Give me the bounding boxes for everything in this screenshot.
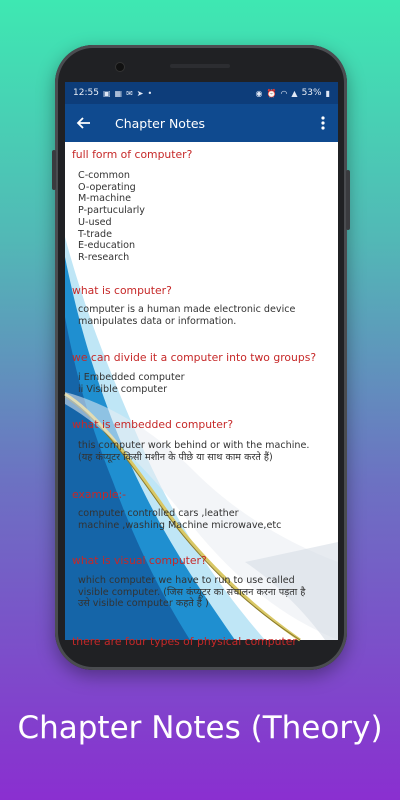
question-heading: full form of computer? bbox=[72, 148, 193, 161]
answer-line: C-common bbox=[78, 170, 130, 181]
answer-line: उसे visible computer कहते हैं ) bbox=[78, 598, 209, 610]
overflow-menu-button[interactable] bbox=[316, 112, 330, 134]
back-arrow-icon bbox=[77, 116, 91, 130]
answer-line: O-operating bbox=[78, 181, 136, 193]
more-vert-icon bbox=[321, 116, 325, 130]
question-heading: what is computer? bbox=[72, 284, 172, 297]
answer-line: this computer work behind or with the machine. bbox=[78, 440, 310, 451]
app-bar bbox=[65, 104, 338, 142]
answer-line: P-partucularly bbox=[78, 205, 145, 217]
answer-line: U-used bbox=[78, 216, 112, 228]
wifi-icon: ◠ bbox=[280, 88, 288, 98]
status-time: 12:55 bbox=[73, 88, 99, 98]
answer-line: computer controlled cars ,leather bbox=[78, 508, 239, 519]
photo-icon: ▦ bbox=[114, 88, 123, 98]
notes-content[interactable] bbox=[65, 142, 338, 648]
question-heading: what is embedded computer? bbox=[72, 418, 234, 431]
answer-line: visible computer. (जिस कंप्यूटर का संचालन करना पड़ता है bbox=[78, 586, 306, 598]
battery-level: 53% bbox=[301, 88, 322, 98]
answer-line: computer is a human made electronic device bbox=[78, 304, 296, 315]
answer-line: T-trade bbox=[78, 228, 113, 240]
signal-icon: ▲ bbox=[291, 88, 298, 98]
mail-icon: ✉ bbox=[126, 88, 133, 98]
question-heading: example:- bbox=[72, 488, 127, 501]
answer-line: machine ,washing Machine microwave,etc bbox=[78, 519, 282, 531]
answer-line: i Embedded computer bbox=[78, 372, 185, 383]
phone-speaker bbox=[170, 64, 230, 68]
front-camera bbox=[115, 62, 125, 72]
page-title: Chapter Notes bbox=[115, 115, 206, 131]
back-button[interactable] bbox=[73, 112, 95, 134]
answer-line: ii Visible computer bbox=[78, 383, 168, 395]
hotspot-icon: ◉ bbox=[255, 88, 263, 98]
phone-volume-button bbox=[52, 150, 56, 190]
phone-power-button bbox=[346, 170, 350, 230]
dot-icon: • bbox=[147, 88, 153, 98]
battery-icon: ▮ bbox=[325, 88, 330, 98]
answer-line: manipulates data or information. bbox=[78, 315, 237, 327]
question-heading: what is visual computer? bbox=[72, 554, 207, 567]
answer-line: R-research bbox=[78, 251, 130, 263]
answer-line: M-machine bbox=[78, 193, 131, 205]
navigation-icon: ➤ bbox=[136, 88, 144, 98]
phone-screen bbox=[65, 82, 338, 648]
status-bar bbox=[65, 82, 338, 104]
question-heading: we can divide it a computer into two groups? bbox=[72, 351, 317, 364]
question-heading: there are four types of physical computer bbox=[72, 635, 297, 648]
promo-caption: Chapter Notes (Theory) bbox=[17, 710, 383, 746]
answer-line: E-education bbox=[78, 240, 136, 252]
answer-line: (यह कंप्यूटर किसी मशीन के पीछे या साथ काम करते हैं) bbox=[78, 451, 273, 463]
alarm-icon: ⏰ bbox=[266, 88, 277, 98]
answer-line: which computer we have to run to use called bbox=[78, 575, 295, 586]
image-icon: ▣ bbox=[102, 88, 111, 98]
